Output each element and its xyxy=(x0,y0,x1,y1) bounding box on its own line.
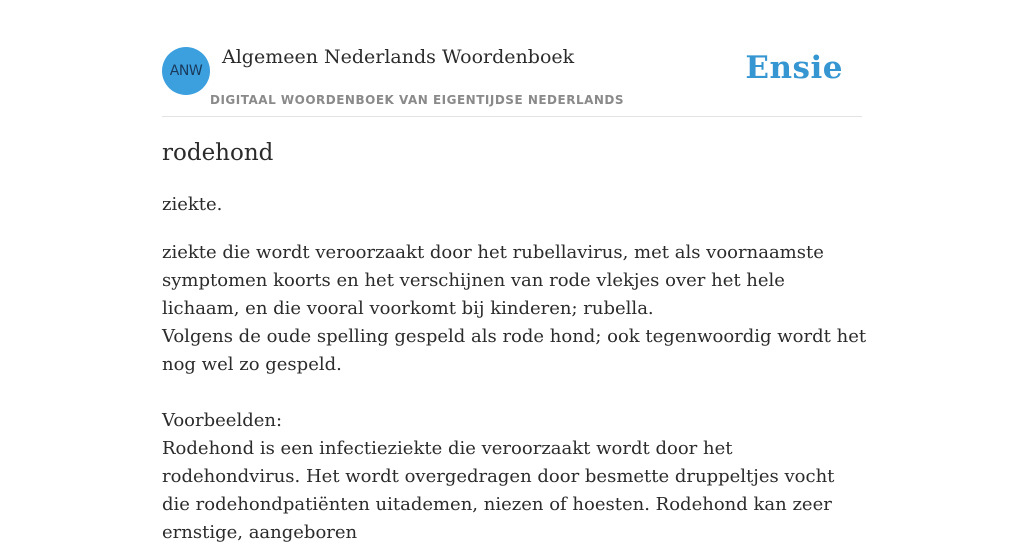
anw-logo[interactable] xyxy=(162,47,210,95)
entry-category: ziekte. xyxy=(162,194,223,215)
paragraph-spacer xyxy=(162,379,868,407)
entry-headword: rodehond xyxy=(162,140,274,166)
example-text: Rodehond is een infectieziekte die veroorzaakt wordt door het rodehondvirus. Het wordt overgedragen door besmette druppeltjes vocht die rodehondpatiënten uitademen, niezen of hoesten. Rodehond kan zeer ernstige, aangeboren xyxy=(162,438,835,543)
entry-body xyxy=(162,239,868,547)
examples-label: Voorbeelden: xyxy=(162,410,283,431)
site-header xyxy=(162,0,862,117)
ensie-brand-link[interactable]: Ensie xyxy=(745,50,843,86)
content-container xyxy=(162,0,867,543)
logo-text: ANW xyxy=(169,63,203,79)
site-tagline: DIGITAAL WOORDENBOEK VAN EIGENTIJDSE NEDERLANDS xyxy=(210,93,625,107)
entry-spelling-note: Volgens de oude spelling gespeld als rode hond; ook tegenwoordig wordt het nog wel zo gespeld. xyxy=(162,326,867,375)
site-title[interactable]: Algemeen Nederlands Woordenboek xyxy=(222,46,575,68)
entry-definition: ziekte die wordt veroorzaakt door het rubellavirus, met als voornaamste symptomen koorts en het verschijnen van rode vlekjes over het hele lichaam, en die vooral voorkomt bij kinderen; rubella. xyxy=(162,242,824,319)
